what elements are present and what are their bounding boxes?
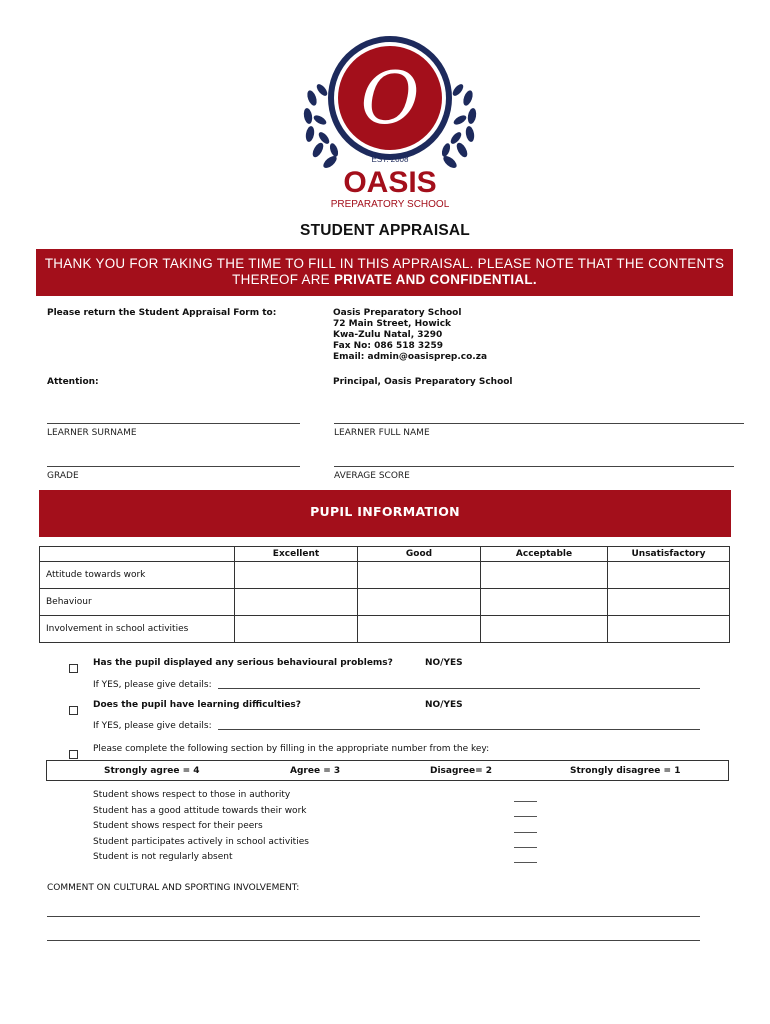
address-line: 72 Main Street, Howick: [333, 319, 452, 329]
address-line: Fax No: 086 518 3259: [333, 341, 443, 351]
rating-cell[interactable]: [358, 562, 481, 589]
fullname-input-line[interactable]: [334, 423, 744, 424]
banner-line-2: [36, 272, 733, 288]
return-to-label: Please return the Student Appraisal Form to:: [47, 308, 277, 318]
page-title: STUDENT APPRAISAL: [300, 222, 470, 239]
table-header-empty: [40, 547, 235, 562]
statement-item: Student has a good attitude towards their work: [93, 806, 307, 816]
banner-line-2-bold: PRIVATE AND CONFIDENTIAL.: [333, 271, 537, 287]
statement-item: Student is not regularly absent: [93, 852, 233, 862]
row-label: Involvement in school activities: [40, 616, 235, 643]
table-row: [40, 616, 730, 643]
rating-cell[interactable]: [235, 562, 358, 589]
rating-cell[interactable]: [481, 562, 608, 589]
q1-details-input-line[interactable]: [218, 688, 700, 689]
return-address: [333, 308, 487, 363]
logo-name: OASIS: [343, 166, 437, 199]
banner-line-2-prefix: THEREOF ARE: [232, 271, 334, 287]
rating-cell[interactable]: [235, 616, 358, 643]
q1-checkbox[interactable]: [69, 658, 78, 677]
logo-monogram: O: [360, 56, 420, 140]
score-input-line[interactable]: [514, 801, 537, 802]
q3-instruction: Please complete the following section by filling in the appropriate number from the key:: [93, 744, 490, 754]
rating-cell[interactable]: [358, 589, 481, 616]
comment-input-line[interactable]: [47, 916, 700, 917]
statement-item: Student shows respect for their peers: [93, 821, 263, 831]
confidentiality-banner: [36, 249, 733, 296]
score-input-line[interactable]: [514, 847, 537, 848]
key-item: Disagree= 2: [430, 766, 493, 776]
banner-line-1: THANK YOU FOR TAKING THE TIME TO FILL IN THIS APPRAISAL. PLEASE NOTE THAT THE CONTENTS: [44, 256, 725, 271]
comment-input-line[interactable]: [47, 940, 700, 941]
grade-input-line[interactable]: [47, 466, 300, 467]
attention-value: Principal, Oasis Preparatory School: [333, 377, 513, 387]
score-input-line[interactable]: [514, 832, 537, 833]
q1-question: Has the pupil displayed any serious behavioural problems?: [93, 658, 393, 668]
statement-item: Student shows respect to those in authority: [93, 790, 291, 800]
rating-cell[interactable]: [481, 616, 608, 643]
rating-cell[interactable]: [608, 589, 730, 616]
attention-label: Attention:: [47, 377, 99, 387]
row-label: Behaviour: [40, 589, 235, 616]
pupil-information-heading: PUPIL INFORMATION: [39, 490, 731, 537]
pupil-rating-table: [39, 546, 730, 643]
logo-subtitle: PREPARATORY SCHOOL: [330, 199, 450, 210]
key-item: Agree = 3: [290, 766, 341, 776]
average-label: AVERAGE SCORE: [334, 471, 410, 481]
surname-label: LEARNER SURNAME: [47, 428, 137, 438]
column-header: Excellent: [235, 547, 358, 562]
q2-question: Does the pupil have learning difficulties?: [93, 700, 302, 710]
row-label: Attitude towards work: [40, 562, 235, 589]
address-line: Email: admin@oasisprep.co.za: [333, 352, 488, 362]
rating-cell[interactable]: [608, 616, 730, 643]
column-header: Unsatisfactory: [608, 547, 730, 562]
address-line: Oasis Preparatory School: [333, 308, 462, 318]
logo-est: EST. 2008: [371, 155, 409, 164]
score-input-line[interactable]: [514, 816, 537, 817]
column-header: Acceptable: [481, 547, 608, 562]
table-row: [40, 589, 730, 616]
q1-answer: NO/YES: [425, 658, 463, 668]
table-row: [40, 562, 730, 589]
rating-cell[interactable]: [358, 616, 481, 643]
key-item: Strongly disagree = 1: [570, 766, 681, 776]
q2-details-input-line[interactable]: [218, 729, 700, 730]
average-input-line[interactable]: [334, 466, 734, 467]
q2-answer: NO/YES: [425, 700, 463, 710]
grade-label: GRADE: [47, 471, 79, 481]
q1-details-label: If YES, please give details:: [93, 680, 212, 690]
rating-cell[interactable]: [481, 589, 608, 616]
surname-input-line[interactable]: [47, 423, 300, 424]
statement-item: Student participates actively in school activities: [93, 837, 309, 847]
school-logo: [298, 20, 482, 212]
comment-label: COMMENT ON CULTURAL AND SPORTING INVOLVEMENT:: [47, 883, 300, 893]
q2-details-label: If YES, please give details:: [93, 721, 212, 731]
rating-key-box: [46, 760, 729, 781]
fullname-label: LEARNER FULL NAME: [334, 428, 430, 438]
rating-cell[interactable]: [608, 562, 730, 589]
column-header: Good: [358, 547, 481, 562]
q2-checkbox[interactable]: [69, 700, 78, 719]
score-input-line[interactable]: [514, 862, 537, 863]
address-line: Kwa-Zulu Natal, 3290: [333, 330, 443, 340]
rating-cell[interactable]: [235, 589, 358, 616]
oasis-crest-logo: [298, 20, 482, 212]
key-item: Strongly agree = 4: [104, 766, 200, 776]
